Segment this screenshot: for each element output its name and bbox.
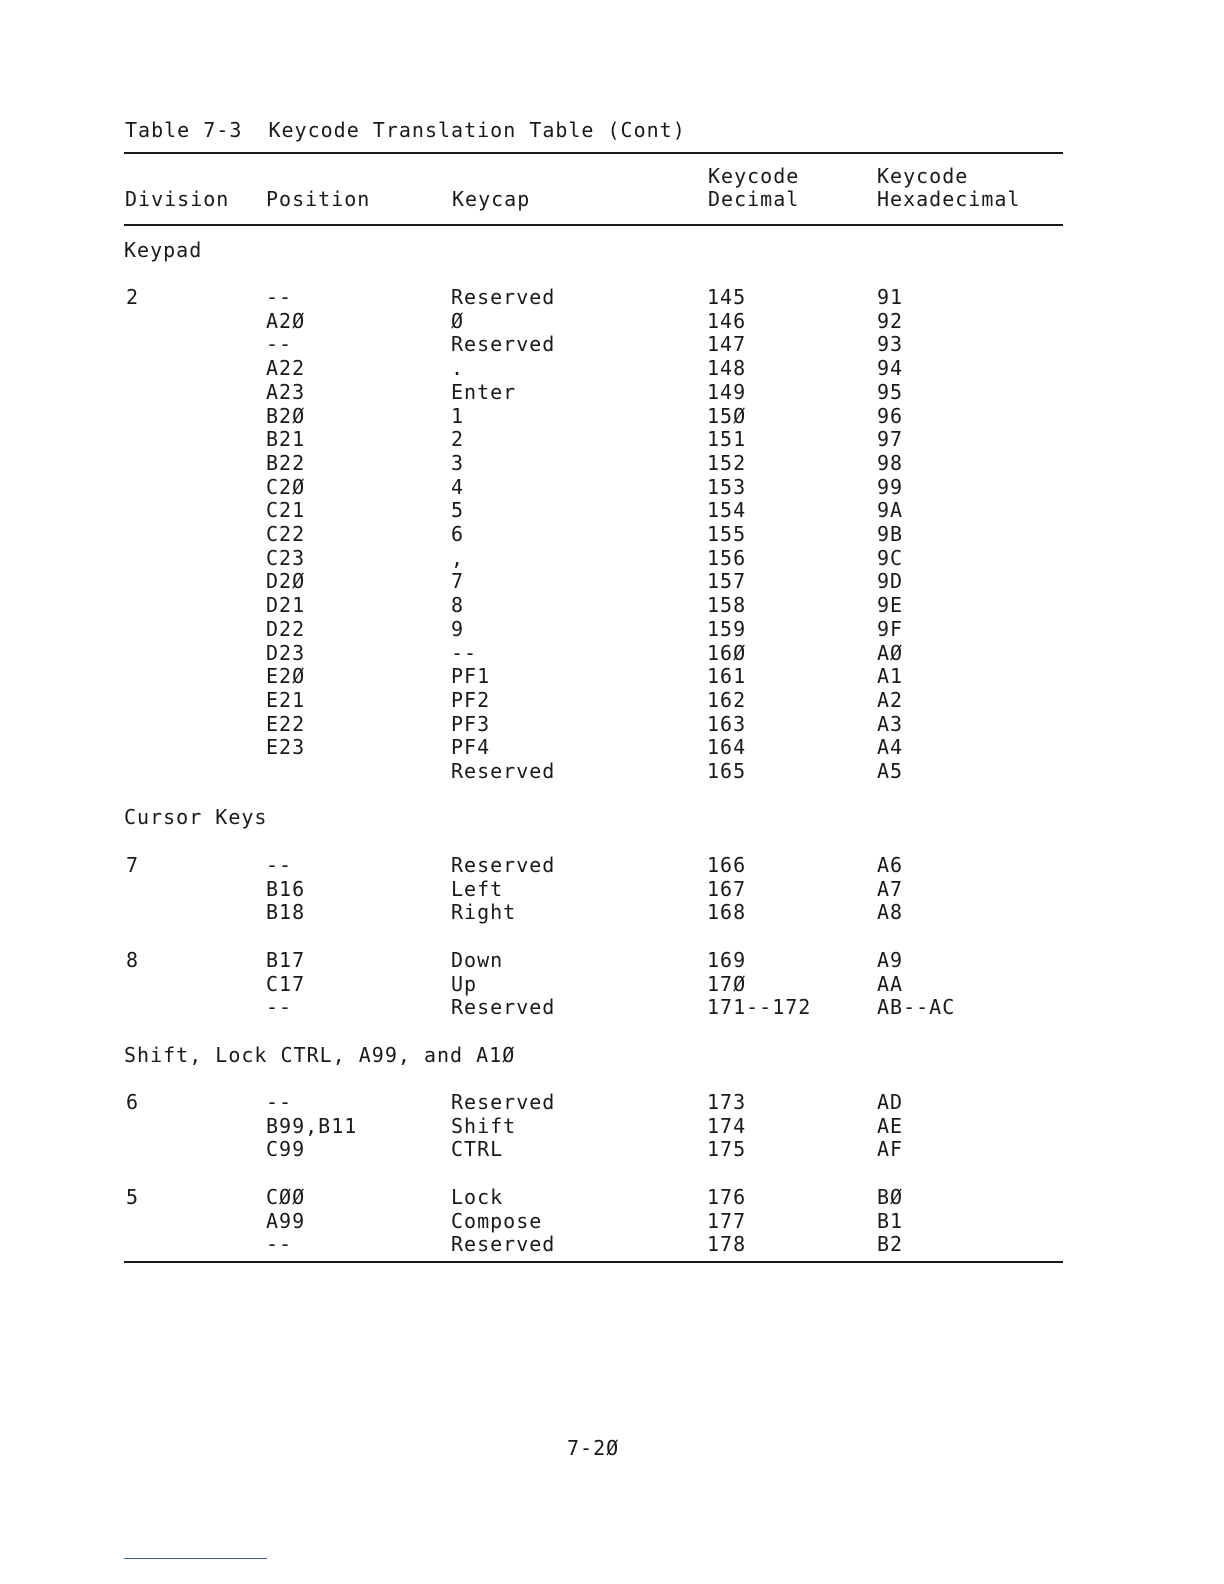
cell-decimal: 163 — [707, 712, 747, 736]
cell-keycap: 5 — [451, 498, 465, 522]
cell-keycap: 6 — [451, 522, 465, 546]
header-position: Position — [266, 187, 371, 211]
cell-keycap: Down — [451, 948, 504, 972]
cell-position: -- — [266, 285, 293, 309]
cell-keycap: Left — [451, 877, 504, 901]
cell-position: C99 — [266, 1137, 306, 1161]
cell-keycap: Reserved — [451, 853, 556, 877]
cell-decimal: 171--172 — [707, 995, 812, 1019]
table-row — [0, 995, 1224, 1019]
cell-decimal: 173 — [707, 1090, 747, 1114]
table-row — [0, 1185, 1224, 1209]
cell-keycap: PF4 — [451, 735, 491, 759]
cell-decimal: 176 — [707, 1185, 747, 1209]
cell-position: E22 — [266, 712, 306, 736]
cell-keycap: 3 — [451, 451, 465, 475]
cell-position: B22 — [266, 451, 306, 475]
table-row — [0, 948, 1224, 972]
cell-keycap: Enter — [451, 380, 517, 404]
cell-hex: 91 — [877, 285, 904, 309]
cell-decimal: 17Ø — [707, 972, 747, 996]
cell-decimal: 162 — [707, 688, 747, 712]
cell-position: A99 — [266, 1209, 306, 1233]
cell-decimal: 177 — [707, 1209, 747, 1233]
footer-line — [124, 1558, 267, 1559]
table-row — [0, 972, 1224, 996]
table-row — [0, 688, 1224, 712]
cell-decimal: 145 — [707, 285, 747, 309]
cell-position: E23 — [266, 735, 306, 759]
cell-decimal: 169 — [707, 948, 747, 972]
header-decimal-line1: Keycode — [708, 164, 800, 188]
table-row — [0, 1137, 1224, 1161]
cell-position: C17 — [266, 972, 306, 996]
cell-decimal: 154 — [707, 498, 747, 522]
table-row — [0, 877, 1224, 901]
cell-hex: 9C — [877, 546, 904, 570]
cell-position: D22 — [266, 617, 306, 641]
cell-position: -- — [266, 995, 293, 1019]
cell-division: 8 — [126, 948, 140, 972]
cell-hex: 98 — [877, 451, 904, 475]
cell-decimal: 148 — [707, 356, 747, 380]
cell-position: -- — [266, 1090, 293, 1114]
cell-decimal: 15Ø — [707, 404, 747, 428]
cell-decimal: 174 — [707, 1114, 747, 1138]
cell-keycap: Shift — [451, 1114, 517, 1138]
cell-hex: B1 — [877, 1209, 904, 1233]
cell-keycap: 7 — [451, 569, 465, 593]
cell-position: E2Ø — [266, 664, 306, 688]
cell-decimal: 149 — [707, 380, 747, 404]
cell-hex: AA — [877, 972, 904, 996]
section-heading: Keypad — [124, 238, 203, 262]
table-row — [0, 356, 1224, 380]
cell-hex: A4 — [877, 735, 904, 759]
table-row — [0, 427, 1224, 451]
cell-decimal: 151 — [707, 427, 747, 451]
cell-position: D2Ø — [266, 569, 306, 593]
cell-hex: AE — [877, 1114, 904, 1138]
cell-hex: A6 — [877, 853, 904, 877]
table-row — [0, 641, 1224, 665]
cell-position: E21 — [266, 688, 306, 712]
cell-keycap: CTRL — [451, 1137, 504, 1161]
table-row — [0, 380, 1224, 404]
header-rule — [124, 224, 1063, 226]
header-hex-line2: Hexadecimal — [877, 187, 1021, 211]
cell-keycap: 9 — [451, 617, 465, 641]
table-row — [0, 900, 1224, 924]
bottom-rule — [124, 1261, 1063, 1263]
cell-keycap: PF3 — [451, 712, 491, 736]
cell-hex: 9B — [877, 522, 904, 546]
cell-keycap: Reserved — [451, 332, 556, 356]
cell-hex: 92 — [877, 309, 904, 333]
cell-decimal: 166 — [707, 853, 747, 877]
cell-position: A22 — [266, 356, 306, 380]
cell-keycap: Reserved — [451, 995, 556, 1019]
cell-hex: 94 — [877, 356, 904, 380]
cell-position: A23 — [266, 380, 306, 404]
cell-hex: 95 — [877, 380, 904, 404]
table-row — [0, 735, 1224, 759]
cell-decimal: 164 — [707, 735, 747, 759]
header-division: Division — [125, 187, 230, 211]
cell-keycap: -- — [451, 641, 478, 665]
cell-position: B2Ø — [266, 404, 306, 428]
cell-hex: 9E — [877, 593, 904, 617]
cell-hex: A7 — [877, 877, 904, 901]
cell-position: B17 — [266, 948, 306, 972]
cell-hex: A8 — [877, 900, 904, 924]
cell-division: 2 — [126, 285, 140, 309]
cell-hex: 97 — [877, 427, 904, 451]
table-row — [0, 569, 1224, 593]
table-row — [0, 451, 1224, 475]
table-row — [0, 309, 1224, 333]
top-rule — [124, 152, 1063, 154]
cell-hex: 93 — [877, 332, 904, 356]
cell-keycap: Reserved — [451, 1090, 556, 1114]
table-row — [0, 1090, 1224, 1114]
cell-hex: A2 — [877, 688, 904, 712]
table-row — [0, 522, 1224, 546]
cell-decimal: 159 — [707, 617, 747, 641]
cell-hex: A9 — [877, 948, 904, 972]
cell-position: C2Ø — [266, 475, 306, 499]
cell-hex: A3 — [877, 712, 904, 736]
cell-decimal: 161 — [707, 664, 747, 688]
cell-decimal: 165 — [707, 759, 747, 783]
table-row — [0, 1209, 1224, 1233]
table-row — [0, 853, 1224, 877]
cell-decimal: 156 — [707, 546, 747, 570]
cell-decimal: 153 — [707, 475, 747, 499]
cell-hex: 9F — [877, 617, 904, 641]
cell-position: B16 — [266, 877, 306, 901]
table-row — [0, 759, 1224, 783]
cell-decimal: 152 — [707, 451, 747, 475]
cell-position: -- — [266, 332, 293, 356]
cell-decimal: 16Ø — [707, 641, 747, 665]
cell-keycap: 4 — [451, 475, 465, 499]
cell-keycap: Reserved — [451, 1232, 556, 1256]
table-row — [0, 404, 1224, 428]
cell-position: B99,B11 — [266, 1114, 358, 1138]
cell-division: 7 — [126, 853, 140, 877]
table-row — [0, 285, 1224, 309]
cell-keycap: 2 — [451, 427, 465, 451]
cell-position: D21 — [266, 593, 306, 617]
table-row — [0, 1114, 1224, 1138]
page-number: 7-2Ø — [567, 1436, 620, 1460]
cell-hex: B2 — [877, 1232, 904, 1256]
cell-position: C21 — [266, 498, 306, 522]
section-heading: Shift, Lock CTRL, A99, and A1Ø — [124, 1043, 516, 1067]
cell-hex: 9A — [877, 498, 904, 522]
cell-hex: 99 — [877, 475, 904, 499]
table-title: Table 7-3 Keycode Translation Table (Cont) — [125, 118, 686, 142]
table-row — [0, 475, 1224, 499]
cell-keycap: 1 — [451, 404, 465, 428]
cell-decimal: 146 — [707, 309, 747, 333]
cell-hex: 9D — [877, 569, 904, 593]
header-decimal-line2: Decimal — [708, 187, 800, 211]
cell-position: B21 — [266, 427, 306, 451]
cell-hex: AØ — [877, 641, 904, 665]
cell-keycap: PF2 — [451, 688, 491, 712]
cell-position: -- — [266, 1232, 293, 1256]
cell-position: C23 — [266, 546, 306, 570]
header-keycap: Keycap — [452, 187, 531, 211]
cell-hex: AD — [877, 1090, 904, 1114]
cell-keycap: Reserved — [451, 759, 556, 783]
cell-keycap: Compose — [451, 1209, 543, 1233]
table-row — [0, 712, 1224, 736]
cell-hex: AB--AC — [877, 995, 956, 1019]
cell-hex: A1 — [877, 664, 904, 688]
cell-position: -- — [266, 853, 293, 877]
cell-keycap: Right — [451, 900, 517, 924]
cell-decimal: 157 — [707, 569, 747, 593]
cell-decimal: 168 — [707, 900, 747, 924]
cell-hex: AF — [877, 1137, 904, 1161]
cell-keycap: 8 — [451, 593, 465, 617]
table-row — [0, 593, 1224, 617]
header-hex-line1: Keycode — [877, 164, 969, 188]
cell-decimal: 178 — [707, 1232, 747, 1256]
table-row — [0, 498, 1224, 522]
section-heading: Cursor Keys — [124, 805, 268, 829]
table-row — [0, 546, 1224, 570]
table-row — [0, 332, 1224, 356]
cell-position: D23 — [266, 641, 306, 665]
cell-position: CØØ — [266, 1185, 306, 1209]
cell-division: 6 — [126, 1090, 140, 1114]
cell-keycap: Ø — [451, 309, 465, 333]
cell-hex: BØ — [877, 1185, 904, 1209]
table-row — [0, 1232, 1224, 1256]
cell-keycap: Lock — [451, 1185, 504, 1209]
cell-position: C22 — [266, 522, 306, 546]
cell-decimal: 155 — [707, 522, 747, 546]
cell-decimal: 175 — [707, 1137, 747, 1161]
table-row — [0, 664, 1224, 688]
cell-decimal: 167 — [707, 877, 747, 901]
cell-keycap: Reserved — [451, 285, 556, 309]
cell-hex: A5 — [877, 759, 904, 783]
cell-position: A2Ø — [266, 309, 306, 333]
cell-keycap: . — [451, 356, 465, 380]
cell-decimal: 147 — [707, 332, 747, 356]
cell-position: B18 — [266, 900, 306, 924]
cell-keycap: , — [451, 546, 465, 570]
cell-keycap: PF1 — [451, 664, 491, 688]
cell-hex: 96 — [877, 404, 904, 428]
table-row — [0, 617, 1224, 641]
cell-division: 5 — [126, 1185, 140, 1209]
cell-decimal: 158 — [707, 593, 747, 617]
cell-keycap: Up — [451, 972, 478, 996]
